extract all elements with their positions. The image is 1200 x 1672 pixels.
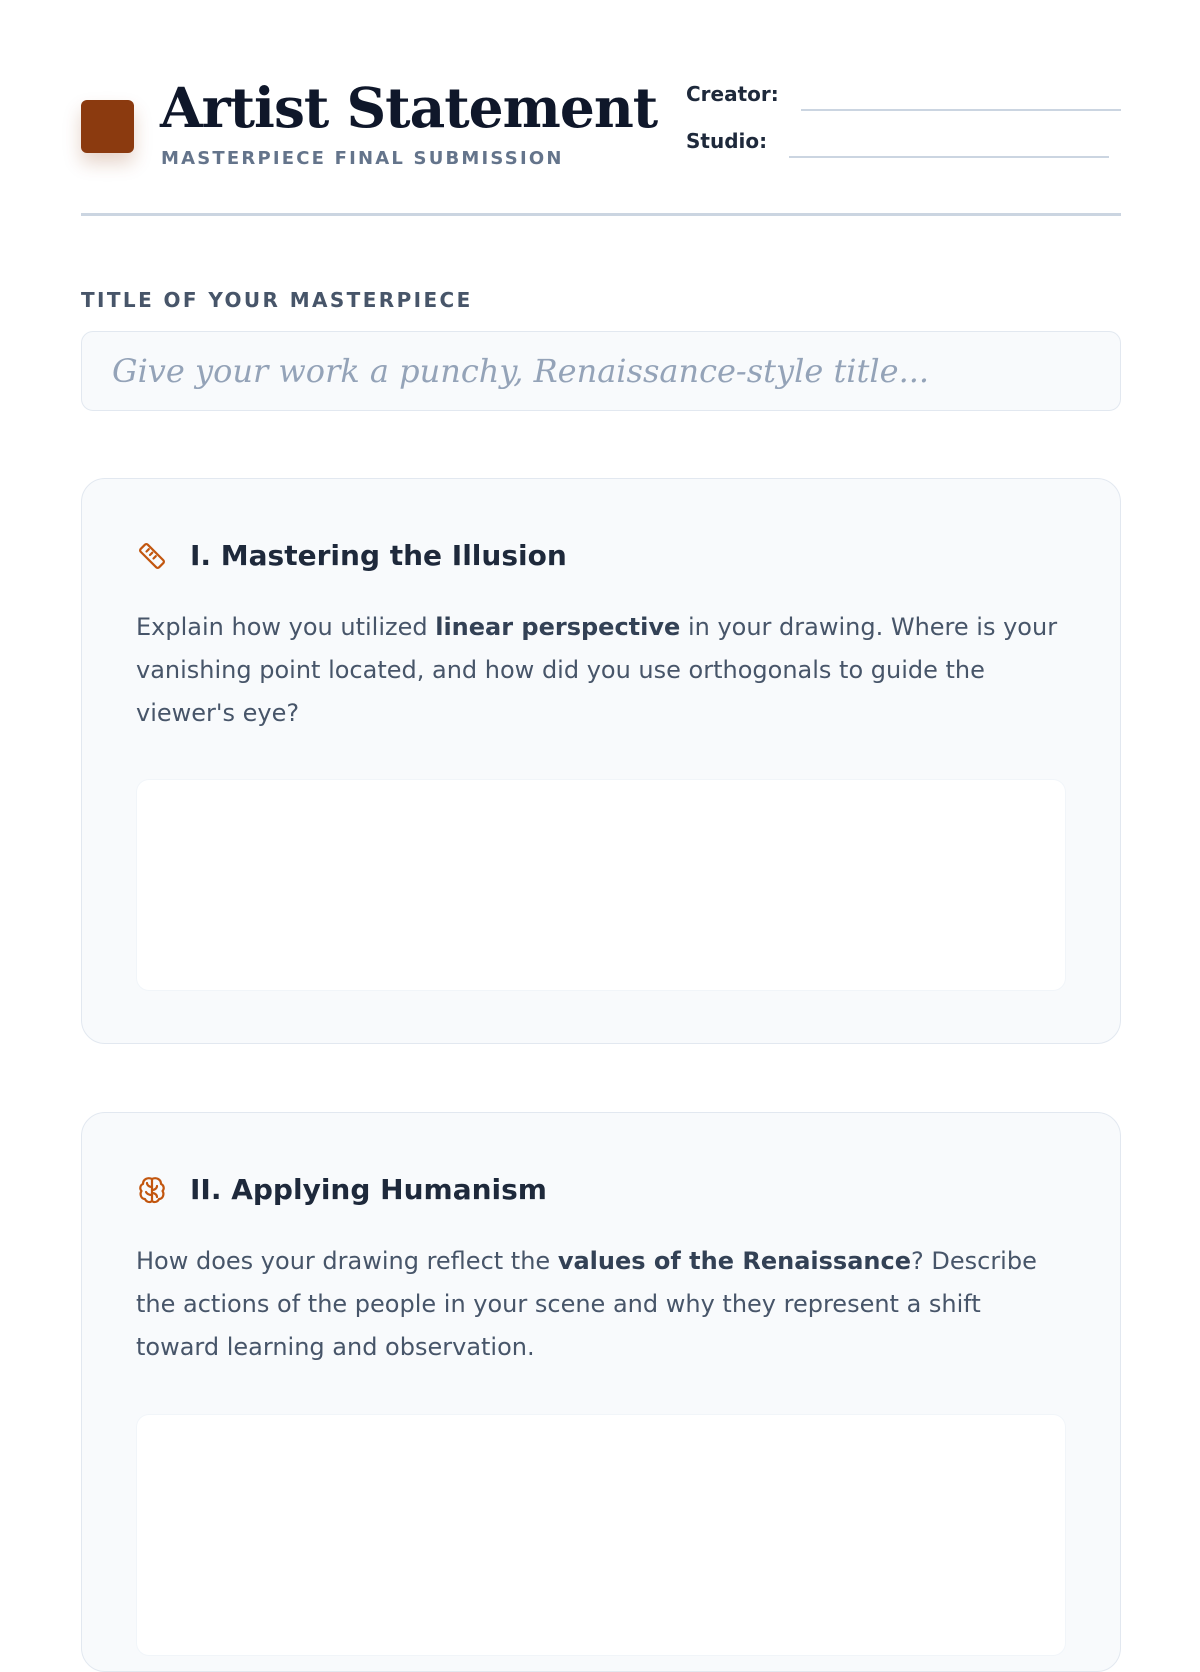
studio-row xyxy=(686,129,1109,153)
header xyxy=(81,0,1121,216)
section-title: I. Mastering the Illusion xyxy=(190,539,567,572)
creator-label: Creator: xyxy=(686,82,779,106)
prompt-emphasis: values of the Renaissance xyxy=(557,1247,911,1275)
section-header xyxy=(136,539,567,572)
section-prompt xyxy=(136,606,1066,735)
section-card-perspective xyxy=(81,478,1121,1044)
section-header xyxy=(136,1173,547,1206)
section-title: II. Applying Humanism xyxy=(190,1173,547,1206)
masterpiece-title-input[interactable] xyxy=(81,331,1121,411)
ruler-icon xyxy=(136,540,168,572)
header-divider xyxy=(81,213,1121,216)
studio-label: Studio: xyxy=(686,129,768,153)
creator-row xyxy=(686,82,1121,106)
section-card-humanism xyxy=(81,1112,1121,1672)
brain-icon xyxy=(136,1174,168,1206)
artist-statement-page xyxy=(81,0,1121,1361)
section-prompt xyxy=(136,1240,1066,1369)
page-subtitle: MASTERPIECE FINAL SUBMISSION xyxy=(161,148,564,169)
page-title: Artist Statement xyxy=(160,75,658,140)
prompt-text: in your drawing. Where is your vanishing point located, and how did you use orthogonals to guide the viewer's eye? xyxy=(136,613,1058,727)
studio-field[interactable] xyxy=(789,156,1109,158)
prompt-text: Explain how you utilized xyxy=(136,613,436,641)
creator-field[interactable] xyxy=(801,109,1121,111)
prompt-text: ? Describe the actions of the people in your scene and why they represent a shift toward learning and observation. xyxy=(136,1247,1037,1361)
masterpiece-title-label: TITLE OF YOUR MASTERPIECE xyxy=(81,288,473,312)
logo-square xyxy=(81,100,134,153)
prompt-emphasis: linear perspective xyxy=(435,613,681,641)
humanism-answer-field[interactable] xyxy=(137,1415,1065,1655)
perspective-answer-field[interactable] xyxy=(137,780,1065,990)
prompt-text: How does your drawing reflect the xyxy=(136,1247,558,1275)
